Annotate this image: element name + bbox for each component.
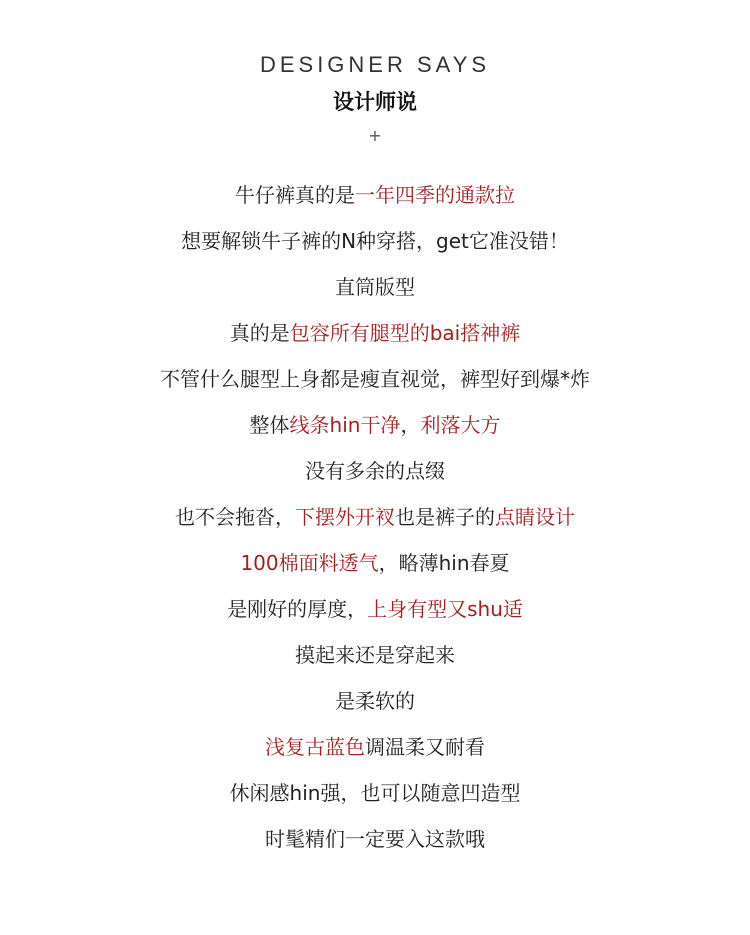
description-line (0, 178, 750, 224)
description-line (0, 776, 750, 822)
description-line (0, 224, 750, 270)
plain-text: 不管什么腿型上身都是瘦直视觉，裤型好到爆*炸 (160, 367, 590, 391)
highlighted-text: 利落大方 (420, 413, 501, 437)
plain-text: 整体 (249, 413, 290, 437)
plain-text: ， (400, 413, 421, 437)
description-line (0, 362, 750, 408)
description-line (0, 592, 750, 638)
plain-text: 想要解锁牛子裤的N种穿搭，get它准没错！ (181, 229, 569, 253)
highlighted-text: 100棉面料透气 (240, 551, 379, 575)
plain-text: 没有多余的点缀 (305, 459, 445, 483)
highlighted-text: 上身有型又shu适 (367, 597, 523, 621)
description-line (0, 730, 750, 776)
plain-text: 也是裤子的 (395, 505, 495, 529)
description-line (0, 270, 750, 316)
description-line (0, 546, 750, 592)
plain-text: 是刚好的厚度， (227, 597, 368, 621)
plain-text: 调温柔又耐看 (365, 735, 485, 759)
highlighted-text: 下摆外开衩 (295, 505, 395, 529)
section-title: 设计师说 (333, 90, 417, 114)
plain-text: 休闲感hin强，也可以随意凹造型 (229, 781, 521, 805)
plain-text: 也不会拖沓， (175, 505, 295, 529)
description-line (0, 316, 750, 362)
plain-text: 是柔软的 (335, 689, 415, 713)
highlighted-text: 浅复古蓝色 (265, 735, 365, 759)
plus-divider: + (368, 126, 382, 145)
highlighted-text: 一年四季的通款拉 (355, 183, 515, 207)
description-line (0, 500, 750, 546)
description-text (0, 178, 750, 868)
highlighted-text: 点睛设计 (495, 505, 575, 529)
plain-text: 真的是 (229, 321, 290, 345)
highlighted-text: 线条hin干净 (289, 413, 401, 437)
plain-text: 摸起来还是穿起来 (295, 643, 455, 667)
description-line (0, 454, 750, 500)
description-line (0, 822, 750, 868)
highlighted-text: 包容所有腿型的bai搭神裤 (289, 321, 521, 345)
description-line (0, 638, 750, 684)
section-eyebrow: DESIGNER SAYS (259, 52, 491, 77)
plain-text: 直筒版型 (335, 275, 415, 299)
description-line (0, 408, 750, 454)
plain-text: ，略薄hin春夏 (378, 551, 510, 575)
description-line (0, 684, 750, 730)
plain-text: 时髦精们一定要入这款哦 (265, 827, 485, 851)
plain-text: 牛仔裤真的是 (235, 183, 355, 207)
